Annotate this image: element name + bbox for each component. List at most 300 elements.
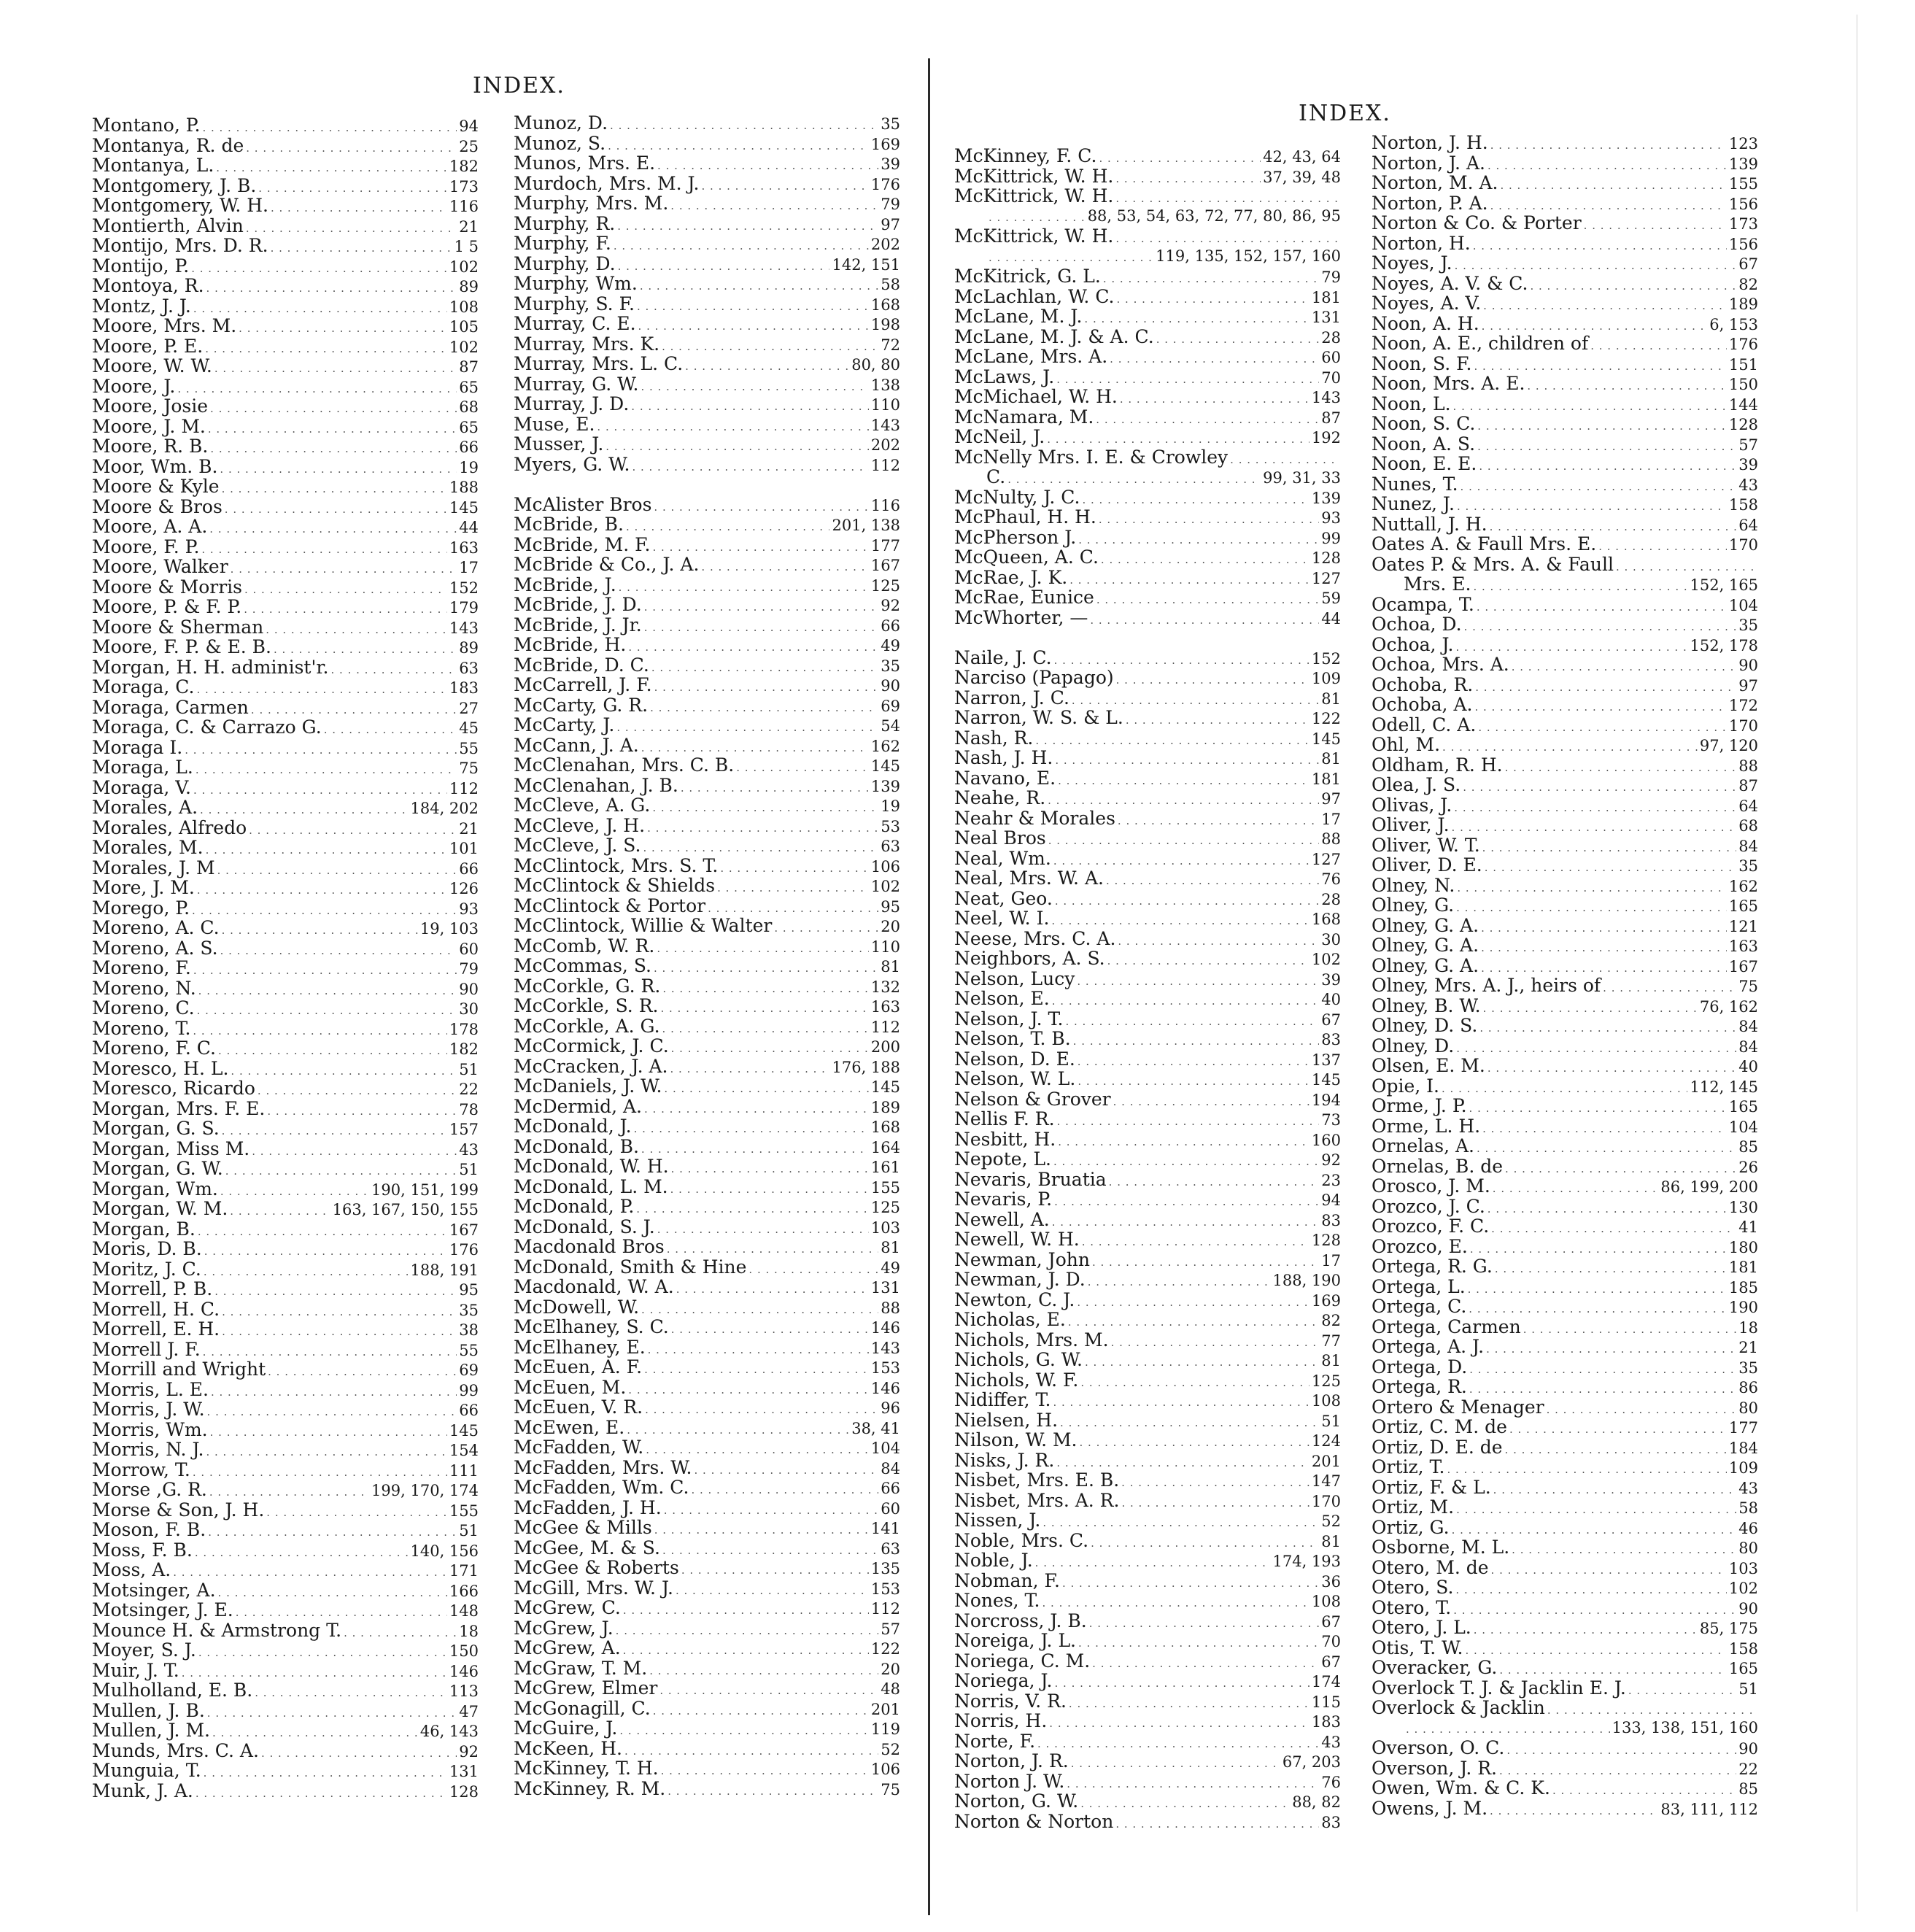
index-entry [514,1277,900,1297]
entry-pages: 146 [870,1319,900,1337]
entry-name: Orozco, E. [1372,1235,1468,1257]
entry-name: Noble, J. [954,1550,1033,1571]
entry-name: Norton, J. R. [954,1750,1069,1771]
index-entry [954,1290,1341,1310]
dot-leader [628,1380,869,1401]
index-entry [1372,1096,1758,1116]
entry-pages: 87 [1738,777,1758,795]
entry-name: Moore, F. P. [92,536,200,557]
index-entry [514,876,900,896]
entry-pages: 69 [459,1361,479,1379]
dot-leader [261,1744,457,1764]
dot-leader [676,1581,869,1601]
index-entry [1372,1518,1758,1538]
dot-leader [616,718,878,738]
index-entry [954,507,1341,528]
entry-pages: 152, 165 [1690,576,1758,594]
entry-name: Moreno, A. C. [92,917,220,938]
entry-pages: 79 [881,196,900,213]
entry-pages: 106 [870,1761,900,1778]
dot-leader [648,1340,869,1361]
entry-pages: 78 [459,1100,479,1118]
entry-pages: 145 [870,757,900,775]
entry-pages: 35 [459,1301,479,1319]
entry-name: Neahe, R. [954,787,1046,808]
index-entry [92,1701,479,1721]
entry-pages: 81 [1321,1532,1341,1550]
entry-pages: 88 [1321,830,1341,848]
dot-leader [1067,1774,1319,1795]
entry-pages: 84 [1738,837,1758,855]
index-entry [92,1118,479,1139]
section-break [954,627,1341,648]
index-entry-continuation [954,206,1341,227]
dot-leader [246,219,457,239]
entry-name: Ortiz, C. M. de [1372,1416,1507,1437]
index-entry [1372,555,1758,575]
entry-name: Olney, G. A. [1372,935,1479,956]
index-entry [92,1399,479,1420]
dot-leader [644,1100,869,1120]
index-entry [92,1199,479,1219]
entry-name: McClintock, Mrs. S. T. [514,854,719,876]
dot-leader [255,1683,447,1704]
index-entry [954,487,1341,508]
entry-pages: 22 [459,1081,479,1098]
index-entry [1372,1337,1758,1357]
entry-pages: 155 [1728,175,1758,193]
entry-pages: 55 [459,1341,479,1359]
index-entry [92,1741,479,1761]
entry-name: Nevaris, Bruatia [954,1168,1107,1190]
entry-name: Morris, L. E. [92,1378,209,1400]
entry-pages: 168 [870,295,900,314]
entry-pages: 84 [881,1459,900,1477]
entry-name: McBride, J. [514,573,616,595]
index-entry [92,717,479,738]
index-entry [954,226,1341,247]
dot-leader [641,1140,869,1160]
index-entry [1372,1417,1758,1437]
entry-name: McLane, M. J. [954,306,1083,327]
entry-pages: 94 [1321,1191,1341,1209]
entry-name: Norton, G. W. [954,1790,1079,1812]
entry-pages: 72 [881,336,900,354]
entry-name: McDonald, W. H. [514,1156,669,1177]
dot-leader [1085,1353,1319,1373]
dot-leader [1530,277,1736,297]
index-entry [954,1049,1341,1070]
dot-leader [1465,1641,1726,1661]
index-entry [954,587,1341,608]
entry-pages: 128 [1311,549,1341,567]
dot-leader [1590,336,1727,357]
entry-pages: 99 [459,1381,479,1399]
entry-pages: 95 [881,897,900,916]
dot-leader [204,1763,447,1784]
entry-pages: 176, 188 [832,1058,900,1076]
entry-pages: 81 [1321,689,1341,708]
index-entry [92,1299,479,1320]
entry-name: Oldham, R. H. [1372,754,1503,776]
entry-pages: 150 [1728,376,1758,393]
index-entry [514,354,900,374]
entry-pages: 102 [1311,951,1341,968]
dot-leader [225,1162,457,1182]
entry-name: Mulholland, E. B. [92,1680,253,1701]
entry-name: Oates A. & Faull Mrs. E. [1372,533,1597,555]
entry-pages: 38 [459,1321,479,1339]
entry-name: Oliver, J. [1372,814,1450,835]
dot-leader [1456,1039,1736,1059]
index-entry [92,216,479,236]
dot-leader [1078,1052,1309,1073]
entry-name: McGee & Roberts [514,1557,679,1578]
entry-name: Narron, W. S. & L. [954,707,1123,728]
entry-pages: 92 [881,597,900,614]
index-entry [92,1460,479,1480]
dot-leader [1121,1473,1309,1494]
entry-pages: 202 [870,236,900,253]
entry-pages: 90 [1738,1599,1758,1618]
entry-name: Neel, W. I. [954,908,1050,929]
entry-pages: 150 [449,1642,479,1660]
dot-leader [1117,290,1309,310]
index-entry [1372,474,1758,495]
index-entry [514,896,900,916]
entry-name: McGee & Mills [514,1517,652,1538]
dot-leader [1101,550,1309,571]
dot-leader [1470,1240,1727,1260]
index-entry [1372,1598,1758,1618]
entry-pages: 80 [1738,1539,1758,1557]
index-entry [1372,715,1758,735]
entry-pages: 88, 53, 54, 63, 72, 77, 80, 86, 95 [1087,206,1341,225]
entry-pages: 81 [1321,750,1341,768]
index-entry [1372,233,1758,254]
entry-pages: 153 [870,1580,900,1598]
entry-name: Newell, W. H. [954,1229,1080,1250]
index-entry [954,1069,1341,1089]
entry-name: Nash, R. [954,727,1034,749]
entry-pages: 190 [1728,1299,1758,1316]
entry-name: McAlister Bros [514,493,652,515]
entry-name: Munos, Mrs. E. [514,152,656,174]
entry-name: Neese, Mrs. C. A. [954,927,1116,949]
dot-leader [619,578,869,598]
index-entry [514,374,900,395]
entry-name: McDonald, Smith & Hine [514,1256,747,1278]
entry-name: Ortega, L. [1372,1275,1466,1297]
dot-leader [644,598,879,618]
index-entry [92,356,479,376]
index-entry [954,948,1341,969]
entry-pages: 57 [1738,436,1758,454]
index-entry [92,196,479,216]
entry-pages: 202 [870,436,900,454]
entry-pages: 47 [459,1702,479,1720]
dot-leader [653,1701,869,1722]
entry-name: Morris, Wm. [92,1418,208,1440]
entry-pages: 128 [449,1782,479,1801]
dot-leader [637,297,869,317]
index-entry [514,735,900,756]
entry-name: Ornelas, B. de [1372,1155,1504,1177]
index-entry [514,996,900,1016]
index-entry [1372,1357,1758,1377]
entry-pages: 19 [881,797,900,815]
index-entry [514,134,900,154]
index-entry [954,447,1341,468]
dot-leader [1453,397,1727,417]
dot-leader [214,359,457,379]
dot-leader [685,357,849,377]
entry-pages: 43 [1321,1733,1341,1751]
index-entry [1372,314,1758,334]
index-entry [954,849,1341,869]
entry-name: Moraga, C. & Carrazo G. [92,716,322,738]
entry-name: Moore, F. P. & E. B. [92,636,271,657]
dot-leader [1156,330,1320,350]
dot-leader [231,1062,457,1082]
dot-leader [640,277,878,297]
index-entry [92,517,479,537]
entry-pages: 76, 162 [1699,997,1758,1016]
index-entry [1372,1658,1758,1678]
entry-name: Noon, A. S. [1372,433,1476,455]
entry-pages: 128 [1311,1232,1341,1249]
entry-name: Newell, A. [954,1208,1050,1230]
entry-name: McGrew, Elmer [514,1677,658,1699]
index-entry [1372,1156,1758,1177]
entry-name: Nidiffer, T. [954,1389,1051,1410]
dot-leader [774,919,878,939]
index-entry [92,1038,479,1059]
index-entry [954,547,1341,568]
index-entry [954,1370,1341,1391]
index-entry [954,648,1341,668]
entry-pages: 157 [449,1121,479,1138]
dot-leader [1058,1132,1309,1153]
dot-leader [691,1480,878,1501]
index-entry [92,1661,479,1681]
entry-name: Macdonald, W. A. [514,1276,674,1297]
index-entry [1372,1197,1758,1217]
entry-pages: 115 [1311,1693,1341,1711]
index-entry [92,818,479,838]
index-entry [1372,1678,1758,1699]
entry-name: Muse, E. [514,413,595,435]
index-entry [1372,755,1758,776]
entry-name: Ortiz, D. E. de [1372,1436,1503,1458]
index-entry [92,577,479,598]
entry-name: Moore, Josie [92,395,209,417]
entry-pages: 67 [1321,1653,1341,1671]
entry-name: McGee, M. & S. [514,1537,660,1558]
index-entry [954,287,1341,307]
dot-leader [649,1661,878,1682]
index-entry [1372,956,1758,976]
index-entry [514,1779,900,1799]
entry-name: Morgan, H. H. administ'r. [92,656,329,678]
entry-pages: 65 [459,418,479,436]
entry-pages: 66 [881,617,900,635]
entry-pages: 83 [1321,1031,1341,1048]
index-entry [1372,876,1758,896]
entry-name: Nilson, W. M. [954,1429,1078,1450]
dot-leader [1055,1674,1309,1694]
entry-name: Morgan, W. M. [92,1198,228,1219]
entry-name: McBride, H. [514,634,627,655]
entry-name: McEuen, M. [514,1376,627,1398]
dot-leader [222,479,447,500]
entry-name: Muir, J. T. [92,1659,179,1681]
entry-pages: 176 [1728,336,1758,353]
entry-pages: 168 [870,1118,900,1136]
index-entry [954,1210,1341,1230]
entry-pages: 66 [459,438,479,456]
entry-pages: 180 [1728,1238,1758,1256]
entry-pages: 127 [1311,569,1341,587]
entry-pages: 148 [449,1602,479,1620]
entry-pages: 125 [870,576,900,595]
index-entry [92,336,479,357]
entry-name: Norton & Norton [954,1810,1114,1832]
entry-name: McFadden, Wm. C. [514,1477,689,1498]
index-entry [92,617,479,638]
entry-name: McKinney, T. H. [514,1758,659,1779]
index-entry [514,755,900,776]
dot-leader [258,1081,457,1102]
entry-name: McGuire, J. [514,1717,618,1739]
index-entry [92,757,479,778]
entry-pages: 49 [881,1259,900,1277]
entry-pages: 17 [1321,1251,1341,1270]
entry-name: McCleve, J. H. [514,814,646,836]
entry-pages: 110 [870,396,900,414]
entry-name: Neal Bros [954,827,1046,849]
entry-pages: 176 [870,175,900,193]
index-entry [514,856,900,876]
entry-name: Olney, D. [1372,1035,1455,1056]
index-entry [954,1731,1341,1752]
index-entry [1372,815,1758,835]
dot-leader [1474,698,1726,718]
dot-leader [191,259,447,279]
entry-name: Otero, J. L. [1372,1617,1471,1638]
dot-leader [1090,611,1319,631]
dot-leader [1505,1159,1736,1180]
entry-name: Nepote, L. [954,1148,1052,1170]
entry-name: Noyes, J. [1372,252,1452,274]
index-entry [92,1359,479,1380]
entry-name: Murphy, Wm. [514,273,638,294]
index-entry [954,1531,1341,1551]
entry-pages: 99, 31, 33 [1263,469,1341,487]
section-break [514,474,900,495]
index-entry [514,455,900,475]
dot-leader [249,821,457,841]
dot-leader [1080,1373,1309,1394]
entry-pages: 184, 202 [410,800,479,817]
index-entry [92,176,479,196]
dot-leader [1099,510,1319,530]
entry-name: Moraga, Carmen [92,696,249,718]
dot-leader [671,1159,869,1180]
entry-name: Noyes, A. V. [1372,293,1482,314]
entry-pages: 53 [881,817,900,835]
dot-leader [1055,892,1319,912]
dot-leader [661,1761,869,1782]
entry-name: Morales, J. M [92,857,215,878]
index-entry [1372,1497,1758,1518]
entry-name: Nesbitt, H. [954,1128,1056,1150]
index-entry [954,1229,1341,1250]
entry-pages: 152, 178 [1690,636,1758,654]
dot-leader [670,196,878,217]
index-entry [954,1812,1341,1832]
index-entry [514,956,900,976]
entry-pages: 201, 138 [832,517,900,534]
index-entry [514,1658,900,1679]
index-entry [954,1611,1341,1631]
entry-pages: 64 [1738,516,1758,534]
entry-pages: 133, 138, 151, 160 [1612,1718,1758,1736]
entry-pages: 49 [881,637,900,654]
index-entry [1372,1397,1758,1418]
entry-name: Norton & Co. & Porter [1372,212,1582,233]
dot-leader [193,781,447,801]
entry-pages: 30 [459,1000,479,1018]
index-entry [92,476,479,497]
entry-pages: 54 [881,717,900,735]
entry-pages: 20 [881,1660,900,1678]
entry-name: Munguia, T. [92,1760,201,1781]
entry-name: Murphy, R. [514,212,616,234]
index-entry [92,1059,479,1079]
entry-pages: 141 [870,1520,900,1537]
entry-name: McNelly Mrs. I. E. & Crowley [954,446,1229,468]
entry-name: Neal, Wm. [954,847,1051,869]
entry-name: McEwen, E. [514,1416,625,1438]
dot-leader [1069,571,1309,591]
index-entry [92,1179,479,1199]
entry-name: McNulty, J. C. [954,486,1080,508]
index-entry [1372,614,1758,635]
index-entry [514,1357,900,1377]
entry-name: Odell, C. A. [1372,714,1477,735]
dot-leader [220,941,457,962]
entry-name: Oates P. & Mrs. A. & Faull [1372,553,1614,575]
entry-name: Noriega, J. [954,1670,1053,1691]
index-entry [954,1550,1341,1571]
entry-name: Otero, S. [1372,1577,1454,1598]
entry-name: McGraw, T. M. [514,1657,648,1679]
left-page [0,0,926,1932]
index-entry [1372,1116,1758,1137]
index-entry [514,1056,900,1077]
entry-pages: 108 [1311,1392,1341,1410]
entry-name: Ochoba, R. [1372,673,1474,695]
index-entry [514,1036,900,1056]
entry-pages: 103 [1728,1559,1758,1577]
dot-leader [218,1583,447,1604]
entry-name: McRae, J. K. [954,566,1068,588]
dot-leader [623,1601,869,1621]
entry-name: Moreno, T. [92,1017,191,1039]
entry-name: McDonald, L. M. [514,1175,668,1197]
entry-name: Montijo, Mrs. D. R. [92,235,268,256]
